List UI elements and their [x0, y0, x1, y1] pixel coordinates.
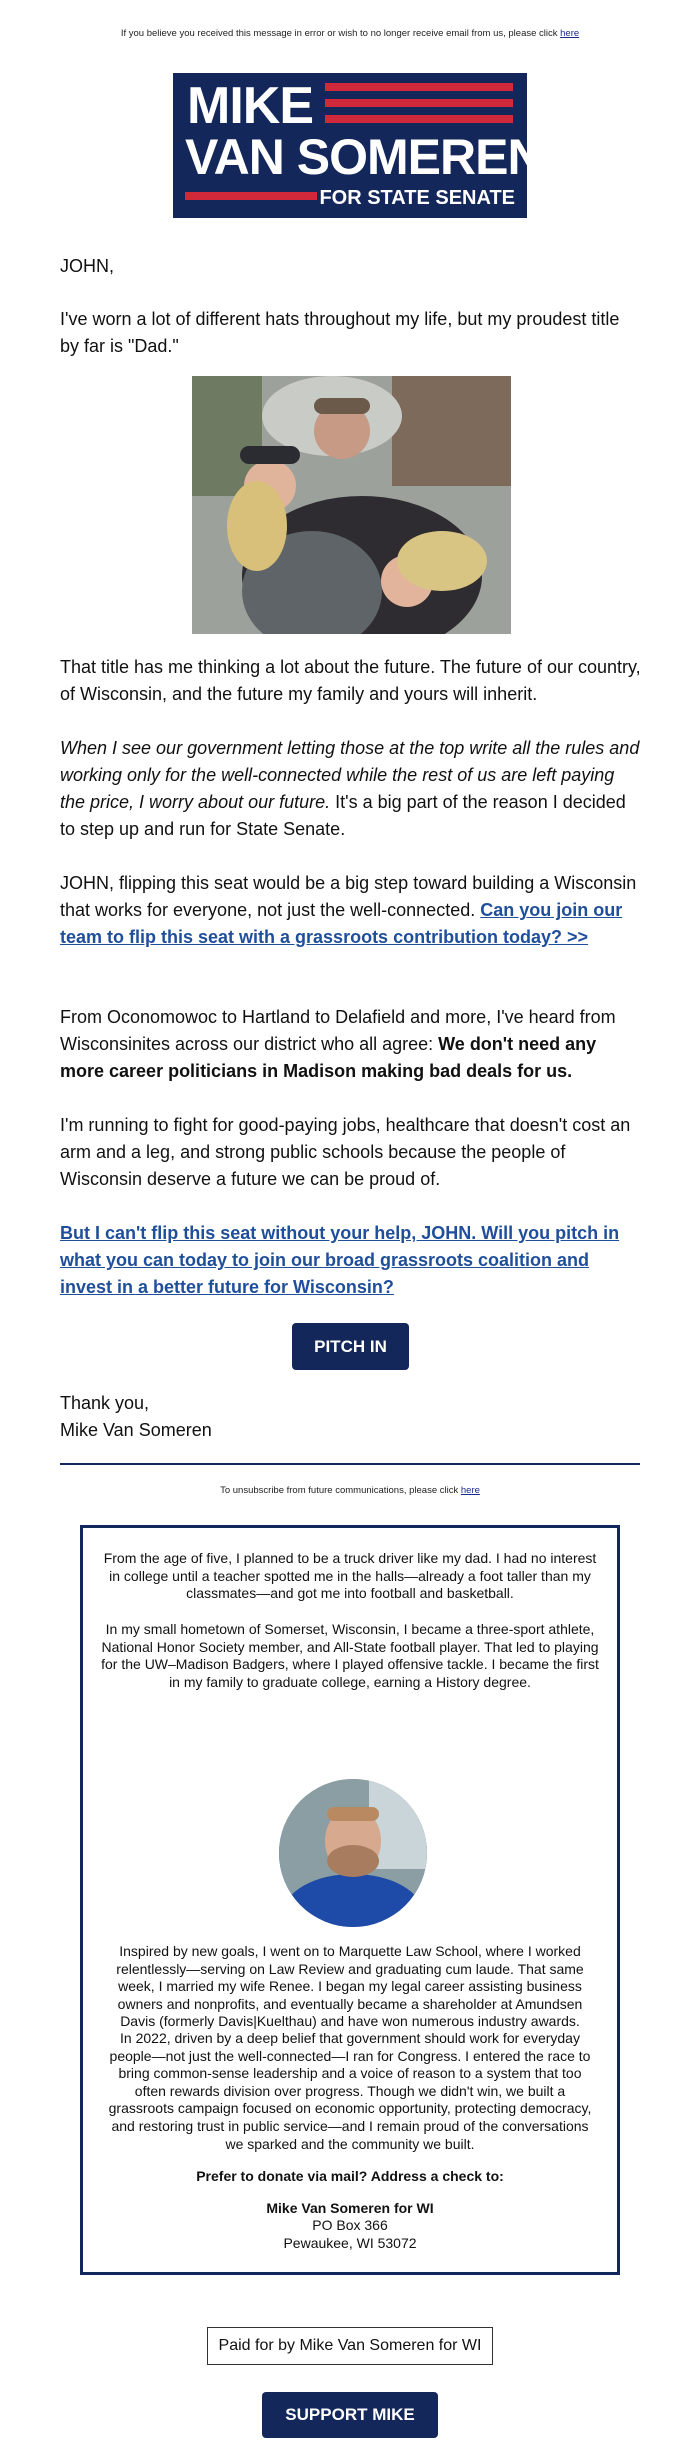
top-notice-link[interactable]: here [560, 28, 580, 39]
mail-box: PO Box 366 [312, 2217, 388, 2234]
paragraph-5-text: From Oconomowoc to Hartland to Delafield and more, I've heard from Wisconsinites across our district who all agree: [60, 1007, 616, 1054]
unsubscribe-text: To unsubscribe from future communications, please click [220, 1485, 461, 1496]
candidate-portrait [279, 1779, 427, 1927]
paragraph-7 [60, 1220, 642, 1301]
signoff [60, 1390, 642, 1444]
candidate-portrait-illustration [279, 1779, 427, 1927]
paragraph-5 [60, 1004, 642, 1085]
bio-paragraph-3-text: Inspired by new goals, I went on to Marquette Law School, where I worked relentlessly—serving on Law Review and graduating cum laude. That same week, I married my wife Renee. I began my legal career assisting business owners and nonprofits, and eventually became a shareholder at Amundsen Davis (formerly Davis|Kuelthau) and have won numerous industry awards. [116, 1943, 584, 2030]
family-photo [192, 376, 511, 634]
paragraph-2-text: That title has me thinking a lot about the future. The future of our country, of Wisconsin, and the future my family and yours will inherit. [60, 657, 641, 704]
campaign-logo [173, 73, 543, 218]
paragraph-3-italic: When I see our government letting those at the top write all the rules and working only for the well-connected while the rest of us are left paying the price, I worry about our future. [60, 738, 640, 812]
unsubscribe-link[interactable]: here [460, 1485, 480, 1496]
family-photo-illustration [192, 376, 511, 634]
logo-stripe [325, 99, 513, 107]
logo-stripe [185, 192, 317, 200]
mail-heading: Prefer to donate via mail? Address a check to: [196, 2168, 504, 2184]
paragraph-3 [60, 735, 642, 843]
paragraph-3-text: It's a big part of the reason I decided to step up and run for State Senate. [60, 792, 626, 839]
paragraph-6 [60, 1112, 642, 1193]
paragraph-1-text: I've worn a lot of different hats throughout my life, but my proudest title by far is "Dad." [60, 309, 620, 356]
paragraph-1 [60, 306, 642, 360]
mail-donation [101, 2168, 599, 2252]
bio-paragraph-1-text: From the age of five, I planned to be a truck driver like my dad. I had no interest in college until a teacher spotted me in the halls—already a foot taller than my classmates—and got me into football and basketball. [103, 1550, 597, 1602]
top-notice-text: If you believe you received this message in error or wish to no longer receive email from us, please click [120, 28, 561, 39]
paragraph-4-text: JOHN, flipping this seat would be a big step toward building a Wisconsin that works for everyone, not just the well-connected. [60, 873, 637, 920]
support-mike-button[interactable]: SUPPORT MIKE [262, 2392, 438, 2438]
mail-name: Mike Van Someren for WI [266, 2199, 434, 2216]
pitch-in-link[interactable]: But I can't flip this seat without your help, JOHN. Will you pitch in what you can today to join our broad grassroots coalition and invest in a better future for Wisconsin? [60, 1223, 620, 1297]
bio-box [80, 1525, 620, 2275]
signoff-text: Thank you, [60, 1393, 150, 1413]
signature-text: Mike Van Someren [60, 1420, 212, 1440]
paragraph-4 [60, 870, 642, 951]
contribute-link[interactable]: Can you join our team to flip this seat with a grassroots contribution today? >> [60, 900, 623, 947]
mail-city: Pewaukee, WI 53072 [283, 2234, 417, 2251]
logo-line-1: MIKE [187, 77, 313, 135]
bio-paragraph-2 [101, 1621, 599, 1691]
bio-paragraph-1 [101, 1550, 599, 1603]
paragraph-2 [60, 654, 642, 708]
paragraph-5-bold: We don't need any more career politicians in Madison making bad deals for us. [60, 1034, 597, 1081]
bio-paragraph-4-text: In 2022, driven by a deep belief that government should work for everyday people—not just the well-connected—I ran for Congress. I entered the race to bring common-sense leadership and a voice of reason to a system that too often rewards division over progress. Though we didn't win, we built a grassroots campaign focused on economic opportunity, protecting democracy, and restoring trust in public service—and I remain proud of the conversations we sparked and the community we built. [108, 2030, 592, 2152]
footer-divider [60, 1463, 640, 1465]
bio-paragraph-4 [101, 2030, 599, 2153]
logo-line-2: VAN SOMEREN [185, 129, 543, 185]
paragraph-6-text: I'm running to fight for good-paying jobs, healthcare that doesn't cost an arm and a leg, and strong public schools because the people of Wisconsin deserve a future we can be proud of. [60, 1115, 631, 1189]
pitch-in-button[interactable]: PITCH IN [292, 1323, 409, 1370]
paid-for-disclaimer: Paid for by Mike Van Someren for WI [207, 2327, 493, 2365]
greeting [60, 253, 642, 280]
logo-stripe [325, 115, 513, 123]
logo-stripe [325, 83, 513, 91]
logo-line-3: FOR STATE SENATE [319, 187, 515, 209]
unsubscribe-notice [0, 1485, 700, 1496]
top-notice [0, 28, 700, 39]
bio-paragraph-2-text: In my small hometown of Somerset, Wisconsin, I became a three-sport athlete, National Honor Society member, and All-State football player. That led to playing for the UW–Madison Badgers, where I played offensive tackle. I became the first in my family to graduate college, earning a History degree. [101, 1621, 599, 1690]
bio-paragraph-3 [101, 1943, 599, 2031]
greeting-text: JOHN, [60, 256, 114, 276]
